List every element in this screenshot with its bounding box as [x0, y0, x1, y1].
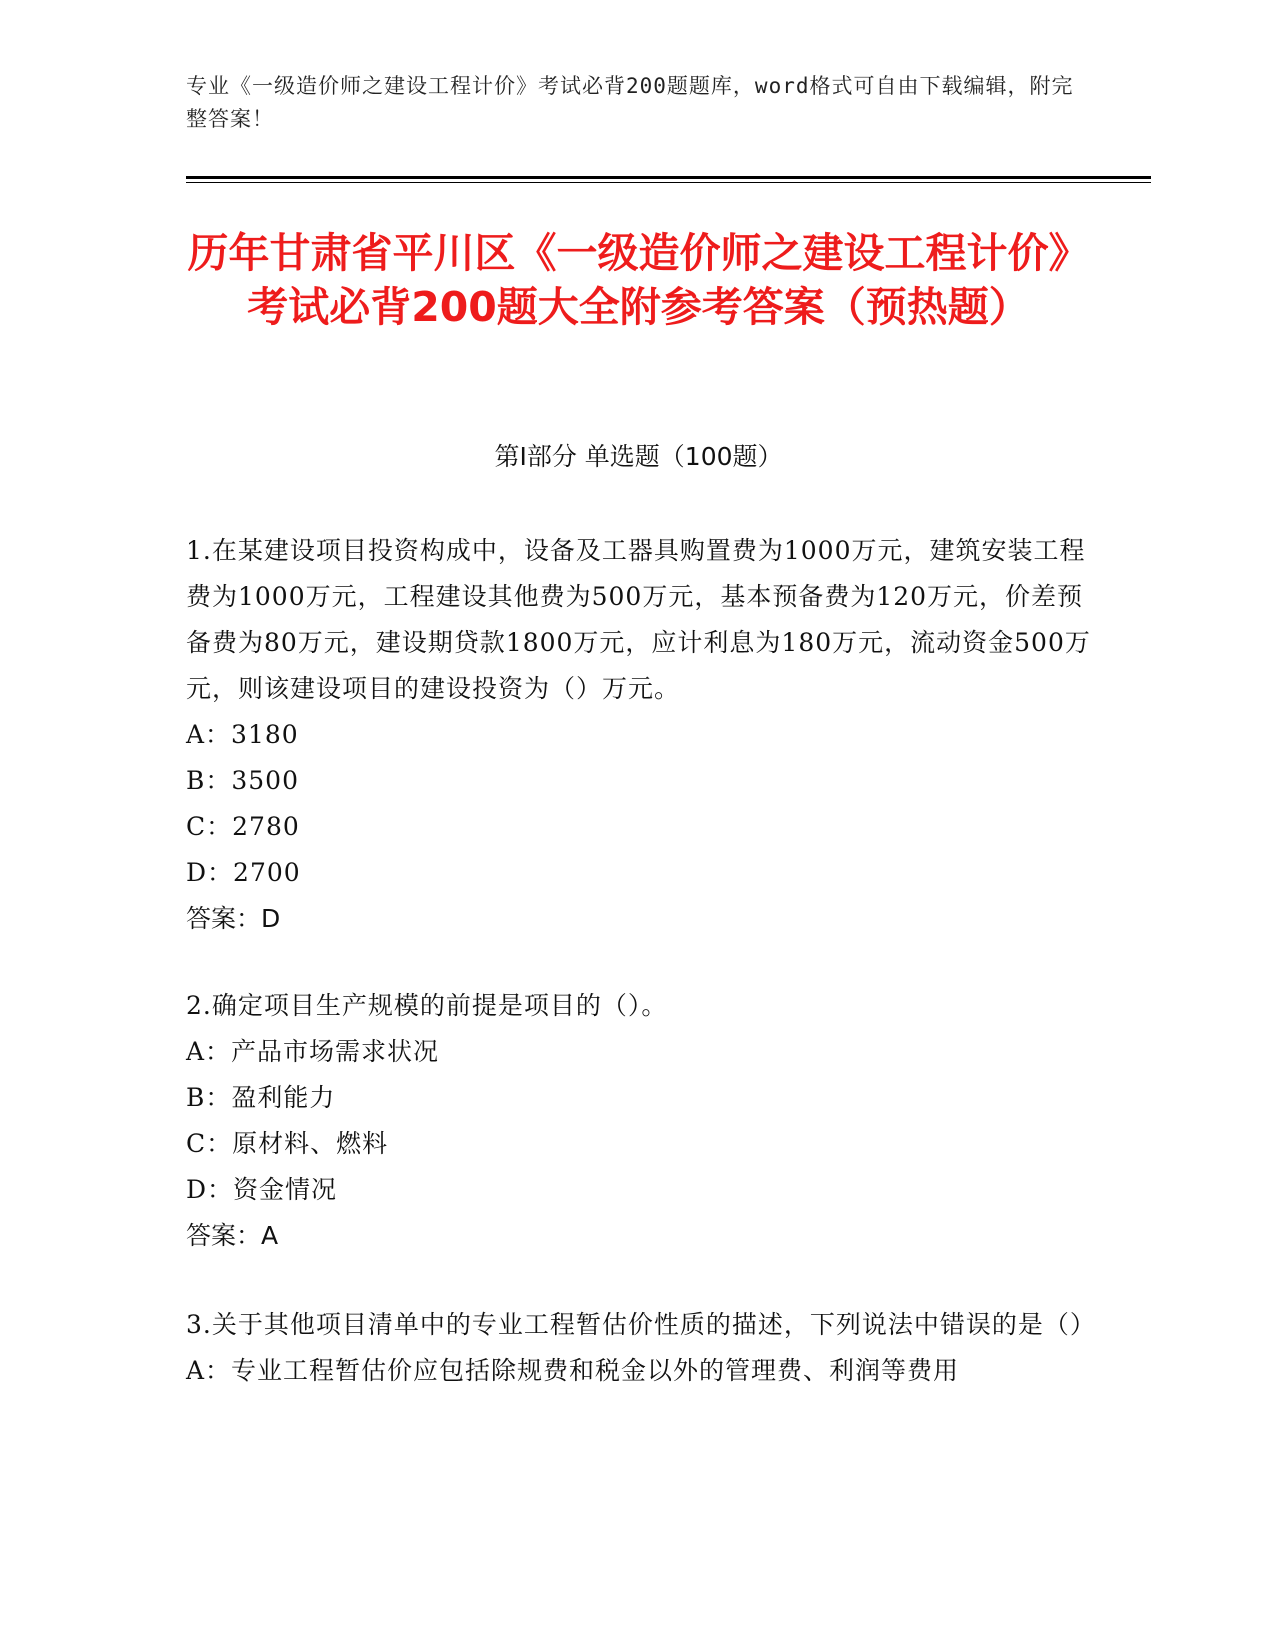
document-title: 历年甘肃省平川区《一级造价师之建设工程计价》考试必背200题大全附参考答案（预热题） [187, 229, 1090, 331]
question-3 [186, 1302, 1096, 1394]
question-answer: 答案：D [186, 904, 281, 933]
option-a: A：产品市场需求状况 [186, 1037, 440, 1066]
option-a: A：专业工程暂估价应包括除规费和税金以外的管理费、利润等费用 [186, 1356, 960, 1385]
option-b: B：3500 [186, 766, 299, 795]
question-1 [186, 528, 1091, 942]
option-a: A：3180 [186, 720, 299, 749]
option-c: C：原材料、燃料 [186, 1129, 389, 1158]
header-divider-thin [186, 182, 1151, 183]
option-b: B：盈利能力 [186, 1083, 336, 1112]
question-stem: 1.在某建设项目投资构成中，设备及工器具购置费为1000万元，建筑安装工程费为1000万元，工程建设其他费为500万元，基本预备费为120万元，价差预备费为80万元，建设期贷款1800万元，应计利息为180万元，流动资金500万元，则该建设项目的建设投资为（）万元。 [186, 536, 1091, 703]
question-2 [186, 983, 1091, 1259]
question-stem: 3.关于其他项目清单中的专业工程暂估价性质的描述，下列说法中错误的是（） [186, 1310, 1096, 1339]
option-d: D：2700 [186, 858, 301, 887]
option-c: C：2780 [186, 812, 300, 841]
option-d: D：资金情况 [186, 1175, 338, 1204]
section-heading: 第Ⅰ部分 单选题（100题） [494, 442, 783, 471]
question-answer: 答案：A [186, 1221, 279, 1250]
header-note: 专业《一级造价师之建设工程计价》考试必背200题题库，word格式可自由下载编辑，附完整答案！ [186, 74, 1074, 131]
question-stem: 2.确定项目生产规模的前提是项目的（）。 [186, 991, 668, 1020]
header-divider-thick [186, 176, 1151, 179]
